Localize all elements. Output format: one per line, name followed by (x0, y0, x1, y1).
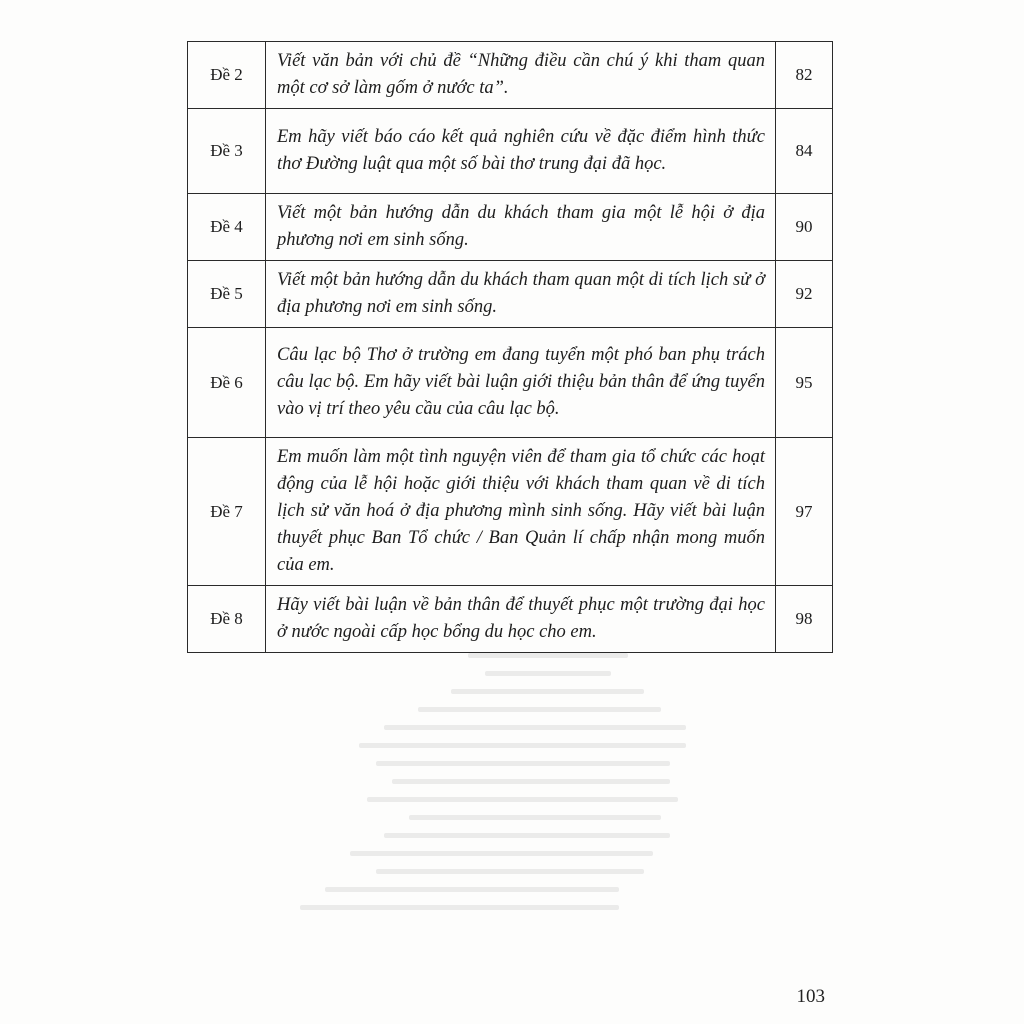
topic-label: Đề 7 (188, 438, 266, 586)
topic-description: Em hãy viết báo cáo kết quả nghiên cứu về đặc điểm hình thức thơ Đường luật qua một số bài thơ trung đại đã học. (266, 109, 776, 194)
topic-page: 97 (776, 438, 833, 586)
table-row (188, 438, 833, 586)
page-number: 103 (796, 986, 825, 1007)
topic-label: Đề 4 (188, 194, 266, 261)
table-row (188, 109, 833, 194)
topic-page: 98 (776, 586, 833, 653)
topic-description: Viết văn bản với chủ đề “Những điều cần chú ý khi tham quan một cơ sở làm gốm ở nước ta”. (266, 42, 776, 109)
table-row (188, 42, 833, 109)
topic-description: Viết một bản hướng dẫn du khách tham gia một lễ hội ở địa phương nơi em sinh sống. (266, 194, 776, 261)
table-row (188, 328, 833, 438)
topic-page: 95 (776, 328, 833, 438)
topic-page: 90 (776, 194, 833, 261)
topic-label: Đề 2 (188, 42, 266, 109)
topic-label: Đề 6 (188, 328, 266, 438)
topic-description: Hãy viết bài luận về bản thân để thuyết phục một trường đại học ở nước ngoài cấp học bổng du học cho em. (266, 586, 776, 653)
table-row (188, 194, 833, 261)
topic-page: 82 (776, 42, 833, 109)
topic-label: Đề 8 (188, 586, 266, 653)
table-row (188, 261, 833, 328)
topic-description: Viết một bản hướng dẫn du khách tham quan một di tích lịch sử ở địa phương nơi em sinh sống. (266, 261, 776, 328)
topic-page: 92 (776, 261, 833, 328)
topics-table (187, 41, 833, 653)
topic-description: Em muốn làm một tình nguyện viên để tham gia tổ chức các hoạt động của lễ hội hoặc giới thiệu với khách tham quan về di tích lịch sử văn hoá ở địa phương mình sinh sống. Hãy viết bài luận thuyết phục Ban Tổ chức / Ban Quản lí chấp nhận mong muốn của em. (266, 438, 776, 586)
topic-label: Đề 5 (188, 261, 266, 328)
bleed-through-text (300, 640, 720, 970)
topic-description: Câu lạc bộ Thơ ở trường em đang tuyển một phó ban phụ trách câu lạc bộ. Em hãy viết bài luận giới thiệu bản thân để ứng tuyển vào vị trí theo yêu cầu của câu lạc bộ. (266, 328, 776, 438)
topic-label: Đề 3 (188, 109, 266, 194)
topic-page: 84 (776, 109, 833, 194)
